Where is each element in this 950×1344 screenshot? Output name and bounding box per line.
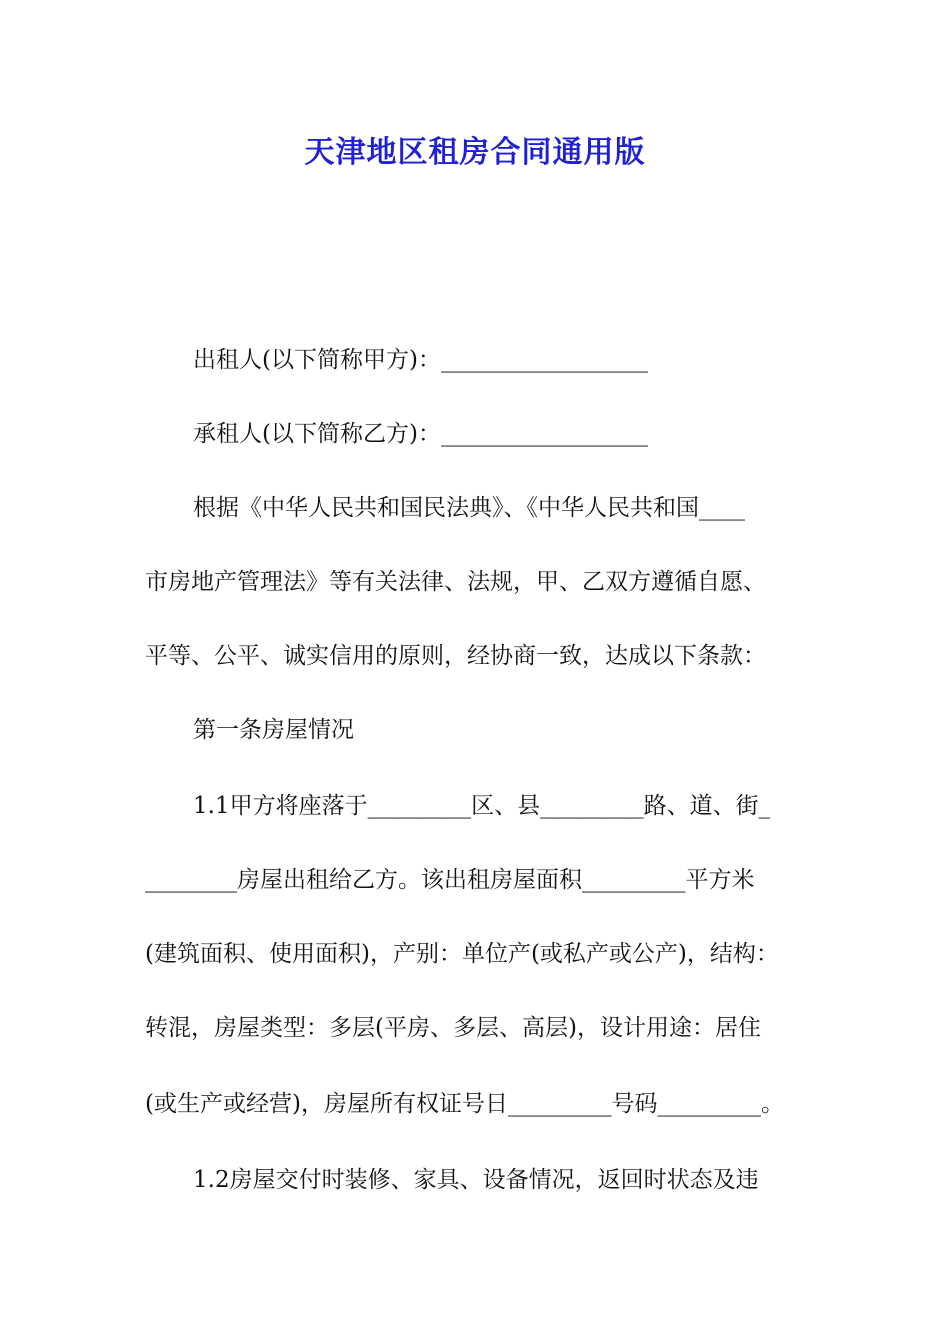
preamble-line-2: 市房地产管理法》等有关法律、法规，甲、乙双方遵循自愿、 — [145, 569, 766, 595]
lessor-line: 出租人(以下简称甲方)：__________________ — [193, 347, 648, 373]
lessee-line: 承租人(以下简称乙方)：__________________ — [193, 421, 648, 447]
clause-1-1-line-5: (或生产或经营)，房屋所有权证号日_________号码_________。 — [145, 1091, 784, 1117]
clause-1-1-line-1: 1.1甲方将座落于_________区、县_________路、道、街_ — [193, 793, 771, 819]
preamble-line-1: 根据《中华人民共和国民法典》、《中华人民共和国____ — [193, 495, 745, 521]
article-one-heading: 第一条房屋情况 — [193, 717, 354, 743]
clause-1-2-line-1: 1.2房屋交付时装修、家具、设备情况，返回时状态及违 — [193, 1167, 759, 1193]
preamble-line-3: 平等、公平、诚实信用的原则，经协商一致，达成以下条款： — [145, 643, 766, 669]
clause-1-1-line-3: (建筑面积、使用面积)，产别：单位产(或私产或公产)，结构： — [145, 941, 779, 967]
clause-1-1-line-4: 转混，房屋类型：多层(平房、多层、高层)，设计用途：居住 — [145, 1015, 761, 1041]
clause-1-1-line-2: ________房屋出租给乙方。该出租房屋面积_________平方米 — [145, 867, 755, 893]
document-title: 天津地区租房合同通用版 — [304, 135, 646, 170]
